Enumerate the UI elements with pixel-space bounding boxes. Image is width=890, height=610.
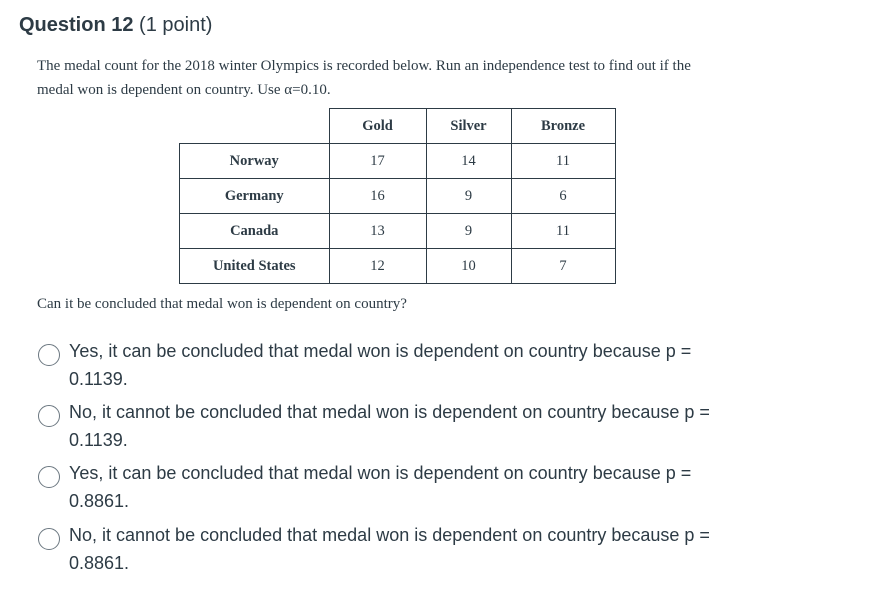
radio-button[interactable]: [38, 344, 60, 366]
option-line: 0.8861.: [69, 491, 130, 511]
question-title: Question 12: [19, 14, 134, 36]
subquestion-text: Can it be concluded that medal won is dependent on country?: [37, 296, 407, 312]
table-cell: 16: [329, 179, 426, 214]
answer-option-2[interactable]: [38, 398, 758, 454]
radio-button[interactable]: [38, 466, 60, 488]
table-cell: 13: [329, 214, 426, 249]
table-cell: 6: [511, 179, 615, 214]
option-line: No, it cannot be concluded that medal won is dependent on country because p =: [69, 525, 710, 545]
option-line: 0.1139.: [69, 369, 128, 389]
option-line: Yes, it can be concluded that medal won is dependent on country because p =: [69, 463, 692, 483]
question-prompt: [37, 54, 797, 102]
table-cell: 14: [426, 144, 511, 179]
option-line: 0.1139.: [69, 430, 128, 450]
option-line: No, it cannot be concluded that medal won is dependent on country because p =: [69, 402, 710, 422]
answer-option-1[interactable]: [38, 337, 758, 393]
column-header-bronze: Bronze: [511, 109, 615, 144]
column-header-gold: Gold: [329, 109, 426, 144]
answer-option-label: [69, 398, 758, 454]
table-cell: 12: [329, 249, 426, 284]
column-header-silver: Silver: [426, 109, 511, 144]
row-label-canada: Canada: [180, 214, 330, 249]
answer-option-4[interactable]: [38, 521, 758, 577]
table-cell: 11: [511, 144, 615, 179]
table-cell: 9: [426, 214, 511, 249]
table-row: [180, 144, 616, 179]
table-cell: 7: [511, 249, 615, 284]
option-line: Yes, it can be concluded that medal won is dependent on country because p =: [69, 341, 692, 361]
table-cell: 11: [511, 214, 615, 249]
question-points: (1 point): [139, 14, 213, 36]
answer-option-3[interactable]: [38, 459, 758, 515]
table-cell: 10: [426, 249, 511, 284]
table-cell: 17: [329, 144, 426, 179]
table-row: [180, 214, 616, 249]
table-cell: 9: [426, 179, 511, 214]
answer-option-label: [69, 337, 758, 393]
table-row: [180, 249, 616, 284]
table-corner-cell: [180, 109, 330, 144]
row-label-germany: Germany: [180, 179, 330, 214]
medal-count-table: [179, 108, 616, 284]
prompt-line: medal won is dependent on country. Use α=0.10.: [37, 82, 331, 98]
row-label-united-states: United States: [180, 249, 330, 284]
row-label-norway: Norway: [180, 144, 330, 179]
radio-button[interactable]: [38, 528, 60, 550]
table-row: [180, 179, 616, 214]
prompt-line: The medal count for the 2018 winter Olympics is recorded below. Run an independence test to find out if the: [37, 58, 691, 74]
answer-option-label: [69, 521, 758, 577]
question-header: [19, 14, 212, 37]
table-header-row: [180, 109, 616, 144]
answer-option-label: [69, 459, 758, 515]
radio-button[interactable]: [38, 405, 60, 427]
option-line: 0.8861.: [69, 553, 130, 573]
